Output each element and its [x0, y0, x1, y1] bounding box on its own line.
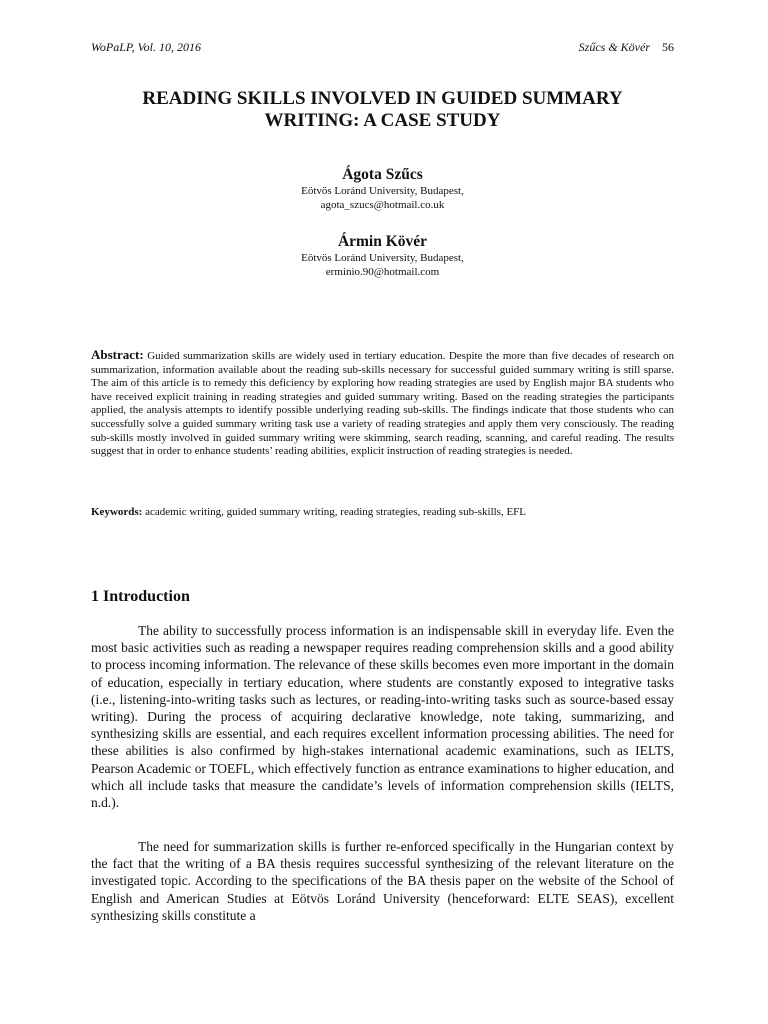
paper-title	[91, 88, 674, 132]
author-name: Ágota Szűcs	[342, 166, 423, 183]
abstract	[91, 348, 674, 459]
author-block-1	[91, 165, 674, 212]
author-email: erminio.90@hotmail.com	[325, 266, 440, 278]
keywords-label: Keywords:	[91, 506, 143, 518]
journal-info: WoPaLP, Vol. 10, 2016	[91, 40, 202, 54]
running-head-right	[579, 40, 674, 55]
keywords-text: academic writing, guided summary writing, reading strategies, reading sub-skills, EFL	[145, 506, 527, 518]
abstract-label: Abstract:	[91, 347, 144, 362]
body-paragraph: The ability to successfully process information is an indispensable skill in everyday life. Even the most basic activities such as reading a newspaper requires reading comprehension skills and a good ability to process incoming information. The relevance of these skills becomes even more important in the domain of education, especially in tertiary education, where students are constantly exposed to integrative tasks (i.e., listening-into-writing tasks such as lectures, or reading-into-writing tasks such as source-based essay writing). During the process of acquiring declarative knowledge, note taking, summarizing, and synthesizing skills are essential, and each requires excellent information processing abilities. The need for these abilities is also confirmed by high-stakes international academic examinations, such as IELTS, Pearson Academic or TOEFL, which effectively function as entrance examinations to higher education, and which all include tasks that measure the candidate’s levels of information comprehension skills (IELTS, n.d.).	[91, 623, 674, 811]
page-number: 56	[662, 40, 674, 54]
paper-title-line-1: READING SKILLS INVOLVED IN GUIDED SUMMARY	[142, 88, 623, 109]
abstract-text: Guided summarization skills are widely used in tertiary education. Despite the more than five decades of research on summarization, information available about the reading sub-skills necessary for successful guided summary writing is still sparse. The aim of this article is to remedy this deficiency by exploring how reading strategies are used by English major BA students who have received explicit training in reading strategies and guided summary writing. Based on the reading strategies the participants applied, the analysis attempts to identify possible underlying reading sub-skills. The findings indicate that those students who can successfully solve a guided summary writing task use a variety of reading strategies and apply them very consciously. The reading sub-skills mostly involved in guided summary writing were skimming, search reading, scanning, and careful reading. The results suggest that in order to enhance students’ reading abilities, explicit instruction of reading strategies is needed.	[91, 350, 674, 458]
author-name: Ármin Kövér	[337, 233, 428, 250]
keywords	[91, 505, 674, 519]
section-heading: 1 Introduction	[91, 588, 190, 605]
author-affiliation: Eötvös Loránd University, Budapest,	[301, 252, 464, 264]
paper-title-line-2: WRITING: A CASE STUDY	[264, 110, 501, 131]
author-block-2	[91, 232, 674, 279]
running-head	[91, 40, 674, 55]
author-affiliation: Eötvös Loránd University, Budapest,	[301, 185, 464, 197]
author-email: agota_szucs@hotmail.co.uk	[320, 199, 445, 211]
running-head-authors: Szűcs & Kövér	[578, 40, 650, 54]
body-paragraph: The need for summarization skills is further re-enforced specifically in the Hungarian context by the fact that the writing of a BA thesis requires successful synthesizing of the relevant literature on the investigated topic. According to the specifications of the BA thesis paper on the website of the School of English and American Studies at Eötvös Loránd University (henceforward: ELTE SEAS), excellent synthesizing skills constitute a	[91, 839, 674, 923]
